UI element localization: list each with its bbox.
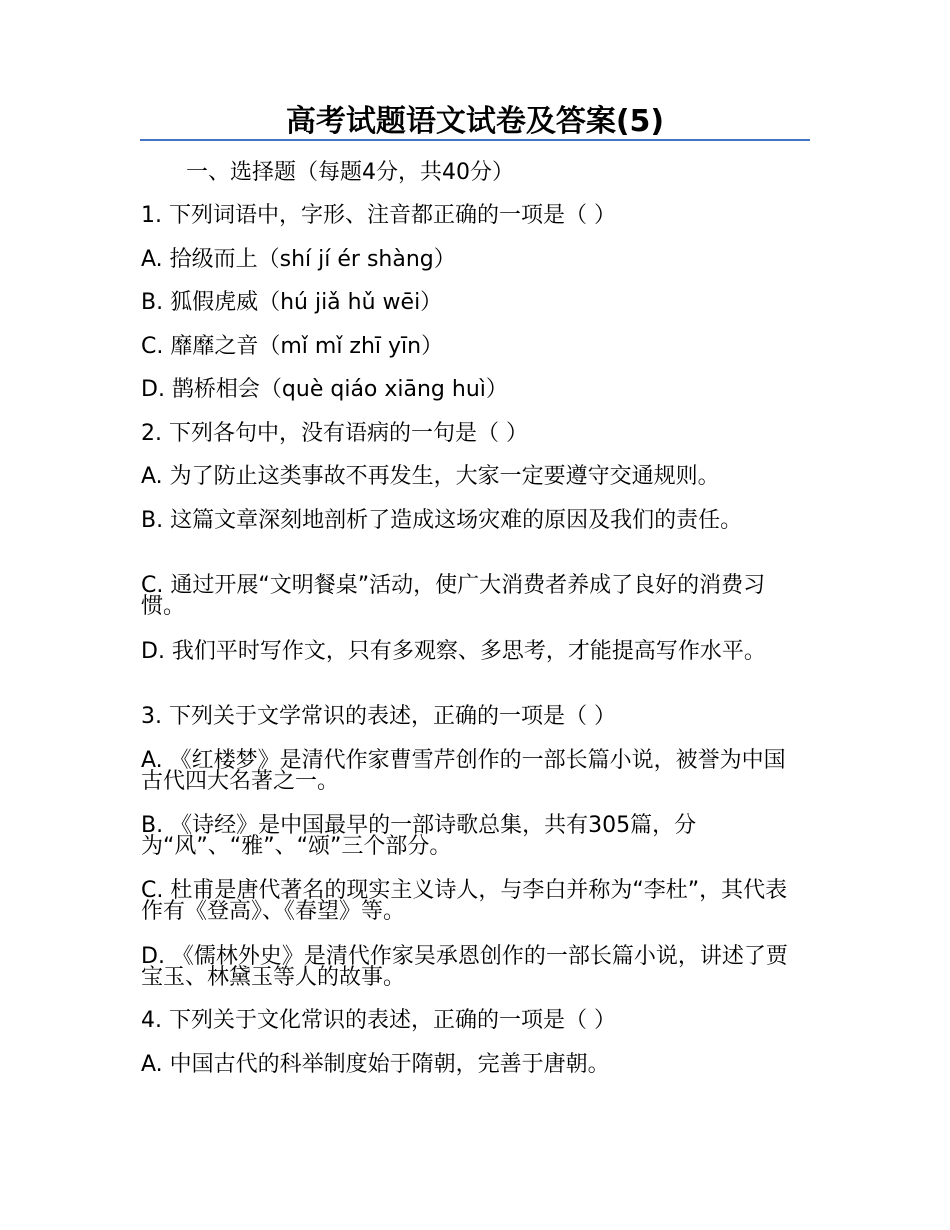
question-1-stem: 1. 下列词语中，字形、注音都正确的一项是（ ） (141, 203, 616, 228)
question-3-option-d: D. 《儒林外史》是清代作家吴承恩创作的一部长篇小说，讲述了贾宝玉、林黛玉等人的故事。 (141, 944, 788, 990)
question-3-option-a: A. 《红楼梦》是清代作家曹雪芹创作的一部长篇小说，被誉为中国古代四大名著之一。 (141, 748, 786, 794)
question-1-option-a: A. 拾级而上（shí jí ér shàng） (141, 247, 456, 272)
question-2-option-a: A. 为了防止这类事故不再发生，大家一定要遵守交通规则。 (141, 464, 720, 489)
question-4-stem: 4. 下列关于文化常识的表述，正确的一项是（ ） (141, 1008, 616, 1033)
question-2-option-d: D. 我们平时写作文，只有多观察、多思考，才能提高写作水平。 (141, 639, 766, 664)
title-underline (140, 139, 810, 141)
question-3-option-b: B. 《诗经》是中国最早的一部诗歌总集，共有305篇，分为“风”、“雅”、“颂”三个部分。 (141, 813, 697, 859)
document-title: 高考试题语文试卷及答案(5) (285, 104, 665, 139)
question-2-option-b: B. 这篇文章深刻地剖析了造成这场灾难的原因及我们的责任。 (141, 508, 743, 533)
question-3-stem: 3. 下列关于文学常识的表述，正确的一项是（ ） (141, 704, 616, 729)
question-3-option-c: C. 杜甫是唐代著名的现实主义诗人，与李白并称为“李杜”，其代表作有《登高》、《春望》等。 (141, 878, 788, 924)
question-1-option-b: B. 狐假虎威（hú jiǎ hǔ wēi） (141, 290, 443, 315)
question-1-option-d: D. 鹊桥相会（què qiáo xiāng huì） (141, 377, 508, 402)
question-2-option-c: C. 通过开展“文明餐桌”活动，使广大消费者养成了良好的消费习惯。 (141, 573, 766, 619)
question-1-option-c: C. 靡靡之音（mǐ mǐ zhī yīn） (141, 334, 444, 359)
section-heading: 一、选择题（每题4分，共40分） (186, 160, 514, 185)
question-4-option-a: A. 中国古代的科举制度始于隋朝，完善于唐朝。 (141, 1052, 610, 1077)
question-2-stem: 2. 下列各句中，没有语病的一句是（ ） (141, 421, 528, 446)
